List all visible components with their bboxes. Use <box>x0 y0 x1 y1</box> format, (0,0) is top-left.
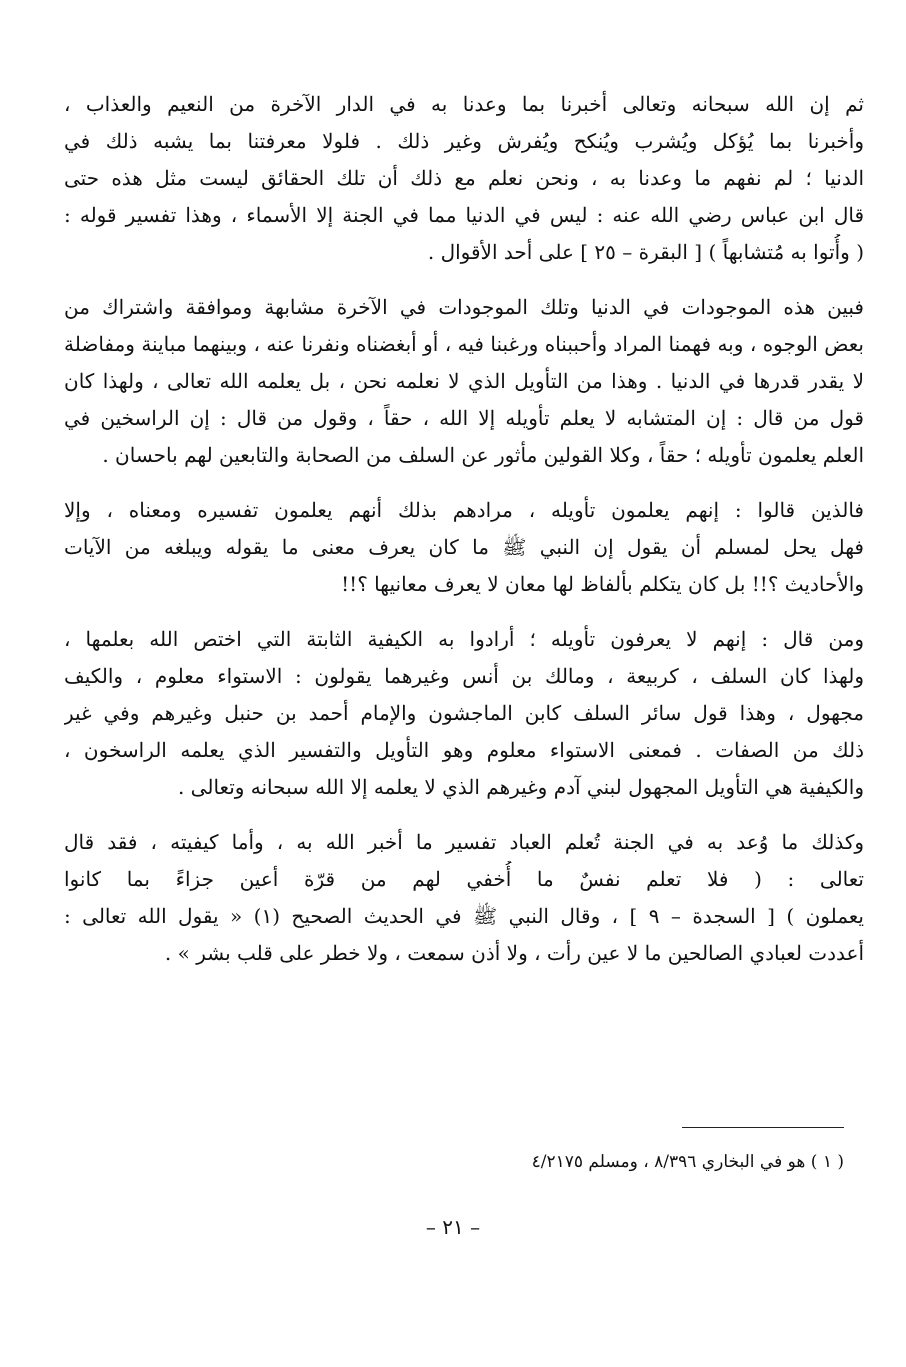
text-line: مجهول ، وهذا قول سائر السلف كابن الماجشون والإمام أحمد بن حنبل وغيرهم وفي غير <box>64 701 864 725</box>
text-line: فهل يحل لمسلم أن يقول إن النبي ﷺ ما كان يعرف معنى ما يقوله ويبلغه من الآيات <box>64 535 864 559</box>
text-line: وأخبرنا بما يُؤكل ويُشرب ويُنكح ويُفرش وغير ذلك . فلولا معرفتنا بما يشبه ذلك في <box>64 129 864 153</box>
text-line: الدنيا ؛ لم نفهم ما وعدنا به ، ونحن نعلم مع ذلك أن تلك الحقائق ليست مثل هذه حتى <box>64 166 864 190</box>
text-line: فبين هذه الموجودات في الدنيا وتلك الموجودات في الآخرة مشابهة وموافقة واشتراك من <box>64 295 864 319</box>
text-line: والأحاديث ؟!! بل كان يتكلم بألفاظ لها معان لا يعرف معانيها ؟!! <box>341 572 864 596</box>
text-line: قال ابن عباس رضي الله عنه : ليس في الدنيا مما في الجنة إلا الأسماء ، وهذا تفسير قوله : <box>64 203 864 227</box>
paragraph-3 <box>64 492 864 603</box>
text-line: فالذين قالوا : إنهم يعلمون تأويله ، مرادهم بذلك أنهم يعلمون تفسيره ومعناه ، وإلا <box>64 498 864 522</box>
text-line: لا يقدر قدرها في الدنيا . وهذا من التأويل الذي لا نعلمه نحن ، بل يعلمه الله تعالى ، ولهذا كان <box>64 369 864 393</box>
paragraph-5 <box>64 824 864 972</box>
main-text <box>64 86 864 990</box>
footnote-separator <box>682 1127 844 1128</box>
text-line: بعض الوجوه ، وبه فهمنا المراد وأحببناه ورغبنا فيه ، أو أبغضناه ونفرنا عنه ، وبينهما مباينة ومفاضلة <box>64 332 864 356</box>
text-line: قول من قال : إن المتشابه لا يعلم تأويله إلا الله ، حقاً ، وقول من قال : إن الراسخين في <box>64 406 864 430</box>
paragraph-1 <box>64 86 864 271</box>
text-line: وكذلك ما وُعد به في الجنة تُعلم العباد تفسير ما أخبر الله به ، وأما كيفيته ، فقد قال <box>64 830 864 854</box>
text-line: والكيفية هي التأويل المجهول لبني آدم وغيرهم الذي لا يعلمه إلا الله سبحانه وتعالى . <box>177 775 864 799</box>
text-line: أعددت لعبادي الصالحين ما لا عين رأت ، ولا أذن سمعت ، ولا خطر على قلب بشر » . <box>164 941 864 965</box>
page-number: – ٢١ – <box>425 1215 481 1239</box>
text-line: ثم إن الله سبحانه وتعالى أخبرنا بما وعدنا به في الدار الآخرة من النعيم والعذاب ، <box>64 92 864 116</box>
paragraph-4 <box>64 621 864 806</box>
text-line: ( وأُتوا به مُتشابهاً ) [ البقرة – ٢٥ ] على أحد الأقوال . <box>427 240 864 264</box>
text-line: يعملون ) [ السجدة – ٩ ] ، وقال النبي ﷺ في الحديث الصحيح (١) « يقول الله تعالى : <box>64 904 864 928</box>
text-line: العلم يعلمون تأويله ؛ حقاً ، وكلا القولين مأثور عن السلف من الصحابة والتابعين لهم باحسان . <box>102 443 864 467</box>
text-line: ولهذا كان السلف ، كربيعة ، ومالك بن أنس وغيرهما يقولون : الاستواء معلوم ، والكيف <box>64 664 864 688</box>
paragraph-2 <box>64 289 864 474</box>
text-line: ذلك من الصفات . فمعنى الاستواء معلوم وهو التأويل والتفسير الذي يعلمه الراسخون ، <box>64 738 864 762</box>
text-line: تعالى : ( فلا تعلم نفسٌ ما أُخفي لهم من قرّة أعين جزاءً بما كانوا <box>64 867 864 891</box>
footnote: ( ١ ) هو في البخاري ٨/٣٩٦ ، ومسلم ٤/٢١٧٥ <box>531 1152 844 1172</box>
text-line: ومن قال : إنهم لا يعرفون تأويله ؛ أرادوا به الكيفية الثابتة التي اختص الله بعلمها ، <box>64 627 864 651</box>
